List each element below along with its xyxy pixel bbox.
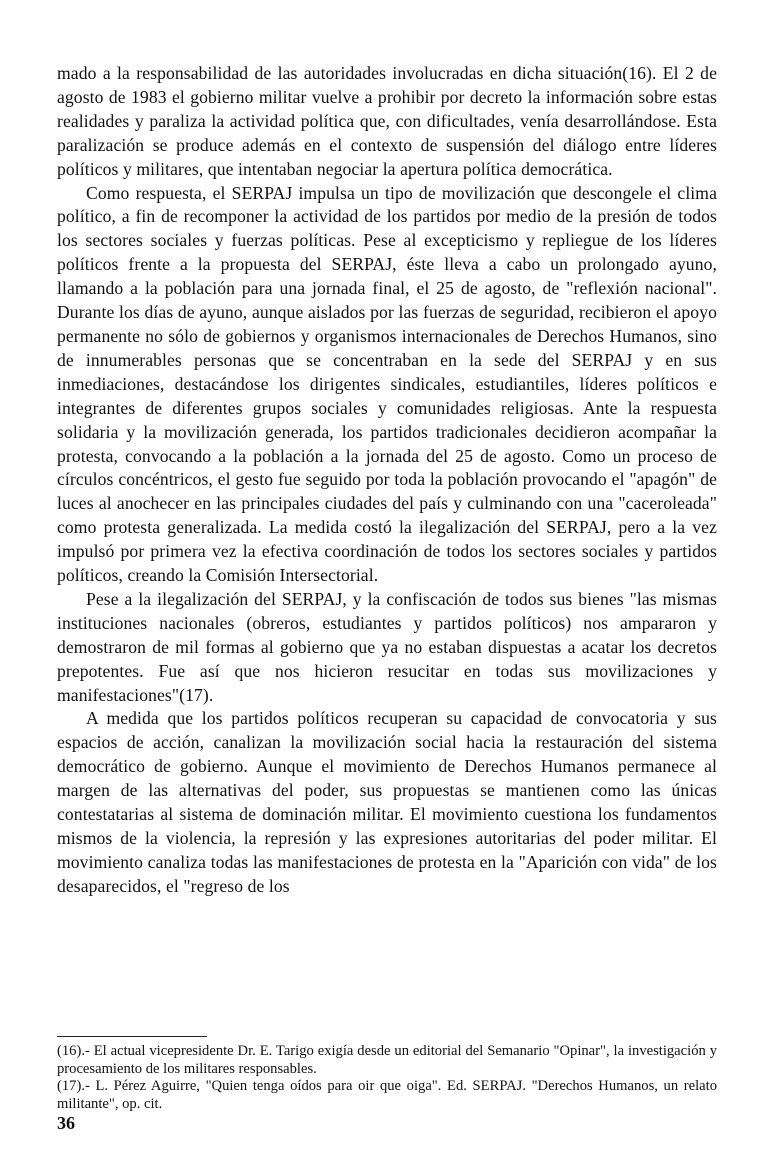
page-number: 36 (57, 1113, 75, 1133)
footnotes (57, 1043, 717, 1113)
footnote-17: (17).- L. Pérez Aguirre, "Quien tenga oídos para oir que oiga". Ed. SERPAJ. "Derechos Humanos, un relato militante", op. cit. (57, 1078, 717, 1112)
footnote-16: (16).- El actual vicepresidente Dr. E. Tarigo exigía desde un editorial del Semanario "Opinar", la investigación y procesamiento de los militares responsables. (57, 1043, 717, 1077)
paragraph: mado a la responsabilidad de las autoridades involucradas en dicha situación(16). El 2 de agosto de 1983 el gobierno militar vuelve a prohibir por decreto la información sobre estas realidades y paraliza la actividad política que, con dificultades, venía desarrollándose. Esta paralización se produce además en el contexto de suspensión del diálogo entre líderes políticos y militares, que intentaban negociar la apertura política democrática. (57, 63, 717, 179)
paragraph: Pese a la ilegalización del SERPAJ, y la confiscación de todos sus bienes "las mismas instituciones nacionales (obreros, estudiantes y partidos políticos) nos ampararon y demostraron de mil formas al gobierno que ya no estaban dispuestas a acatar los decretos prepotentes. Fue así que nos hicieron resucitar en todas sus movilizaciones y manifestaciones"(17). (57, 588, 717, 705)
paragraph: Como respuesta, el SERPAJ impulsa un tipo de movilización que descongele el clima político, a fin de recomponer la actividad de los partidos por medio de la presión de todos los sectores sociales y fuerzas políticas. Pese al excepticismo y repliegue de los líderes políticos frente a la propuesta del SERPAJ, éste lleva a cabo un prolongado ayuno, llamando a la población para una jornada final, el 25 de agosto, de "reflexión nacional". Durante los días de ayuno, aunque aislados por las fuerzas de seguridad, recibieron el apoyo permanente no sólo de gobiernos y organismos internacionales de Derechos Humanos, sino de innumerables personas que se concentraban en la sede del SERPAJ y en sus inmediaciones, destacándose los dirigentes sindicales, estudiantiles, líderes políticos e integrantes de diferentes grupos sociales y comunidades religiosas. Ante la respuesta solidaria y la movilización generada, los partidos tradicionales decidieron acompañar la protesta, convocando a la población a la jornada del 25 de agosto. Como un proceso de círculos concéntricos, el gesto fue seguido por toda la población provocando el "apagón" de luces al anochecer en las principales ciudades del país y culminando con una "caceroleada" como protesta generalizada. La medida costó la ilegalización del SERPAJ, pero a la vez impulsó por primera vez la efectiva coordinación de todos los sectores sociales y partidos políticos, creando la Comisión Intersectorial. (57, 182, 717, 586)
paragraph: A medida que los partidos políticos recuperan su capacidad de convocatoria y sus espacios de acción, canalizan la movilización social hacia la restauración del sistema democrático de gobierno. Aunque el movimiento de Derechos Humanos permanece al margen de las alternativas del poder, sus propuestas se mantienen como las únicas contestatarias al sistema de dominación militar. El movimiento cuestiona los fundamentos mismos de la violencia, la represión y las expresiones autoritarias del poder militar. El movimiento canaliza todas las manifestaciones de protesta en la "Aparición con vida" de los desaparecidos, el "regreso de los (57, 708, 717, 896)
body-text (57, 62, 717, 899)
footnote-divider (57, 1036, 207, 1037)
